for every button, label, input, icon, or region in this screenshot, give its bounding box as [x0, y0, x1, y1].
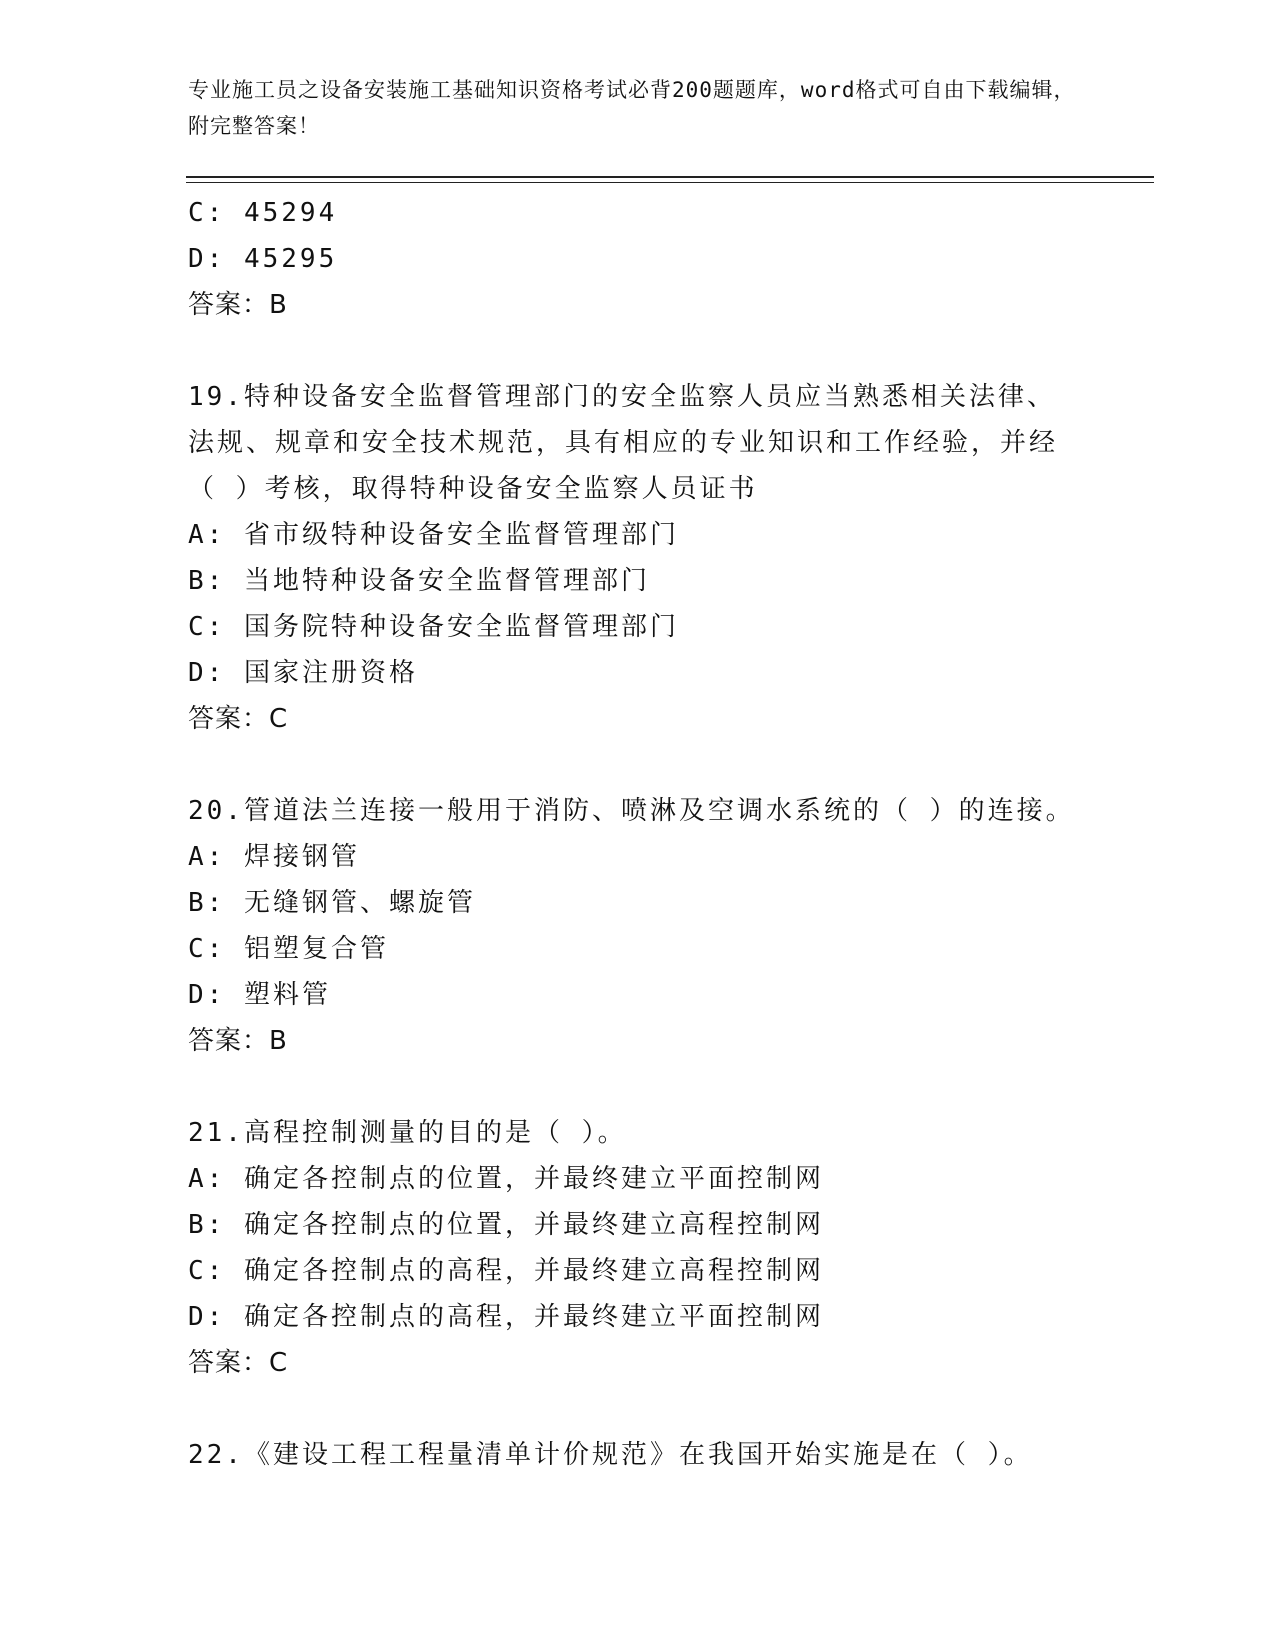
question-text: 19.特种设备安全监督管理部门的安全监察人员应当熟悉相关法律、法规、规章和安全技术规范，具有相应的专业知识和工作经验，并经（ ）考核，取得特种设备安全监察人员证书 [188, 382, 1059, 504]
option-d: D: 塑料管 [188, 980, 331, 1010]
option-a: A: 焊接钢管 [188, 842, 360, 872]
option-c: C: 45294 [188, 198, 338, 228]
option-b: B: 无缝钢管、螺旋管 [188, 888, 476, 918]
option-d: D: 45295 [188, 244, 338, 274]
answer-line: 答案：C [188, 1348, 289, 1378]
option-c: C: 国务院特种设备安全监督管理部门 [188, 612, 679, 642]
header-divider-thin [186, 182, 1154, 183]
answer-line: 答案：B [188, 1026, 288, 1056]
question-text: 22.《建设工程工程量清单计价规范》在我国开始实施是在（ ）。 [188, 1440, 1033, 1470]
question-text: 21.高程控制测量的目的是（ ）。 [188, 1118, 627, 1148]
answer-line: 答案：C [188, 704, 289, 734]
previous-question-tail [188, 190, 1108, 328]
document-body [188, 190, 1108, 1478]
question-19 [188, 374, 1108, 742]
question-21 [188, 1110, 1108, 1386]
question-text: 20.管道法兰连接一般用于消防、喷淋及空调水系统的（ ）的连接。 [188, 796, 1075, 826]
option-a: A: 省市级特种设备安全监督管理部门 [188, 520, 679, 550]
option-a: A: 确定各控制点的位置，并最终建立平面控制网 [188, 1164, 824, 1194]
option-b: B: 确定各控制点的位置，并最终建立高程控制网 [188, 1210, 824, 1240]
option-c: C: 铝塑复合管 [188, 934, 389, 964]
option-c: C: 确定各控制点的高程，并最终建立高程控制网 [188, 1256, 824, 1286]
option-d: D: 国家注册资格 [188, 658, 418, 688]
question-20 [188, 788, 1108, 1064]
answer-line: 答案：B [188, 290, 288, 320]
document-header: 专业施工员之设备安装施工基础知识资格考试必背200题题库，word格式可自由下载编辑，附完整答案！ [188, 78, 1076, 138]
option-d: D: 确定各控制点的高程，并最终建立平面控制网 [188, 1302, 824, 1332]
option-b: B: 当地特种设备安全监督管理部门 [188, 566, 650, 596]
header-divider [186, 176, 1154, 178]
question-22 [188, 1432, 1108, 1478]
